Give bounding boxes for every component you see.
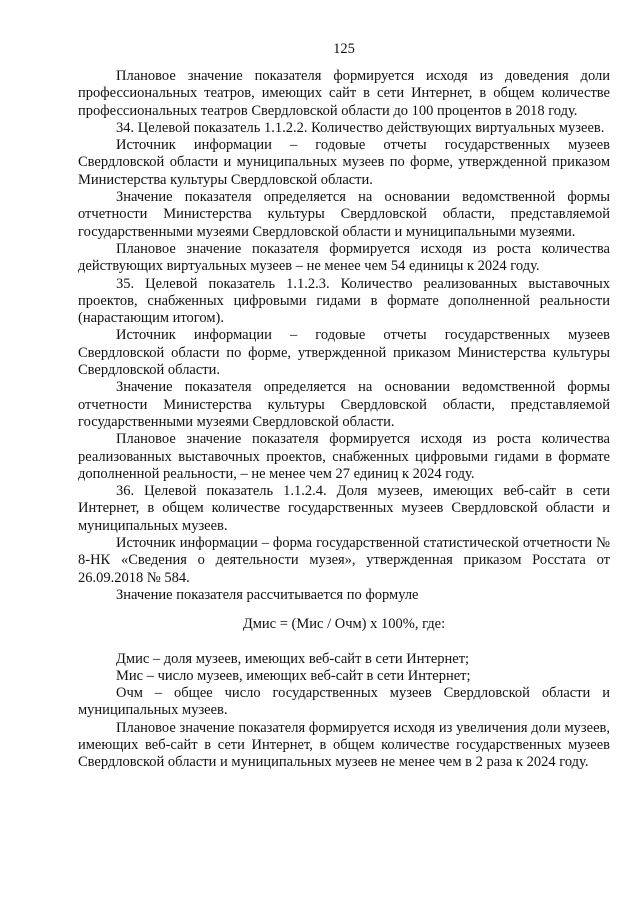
- paragraph-indicator-34-method: Значение показателя определяется на основании ведомственной формы отчетности Министерства культуры Свердловской области, представляемой государственными музеями Свердловской области и муниципальными музеями.: [78, 189, 610, 240]
- paragraph-indicator-35-source: Источник информации – годовые отчеты государственных музеев Свердловской области по форме, утвержденной приказом Министерства культуры Свердловской области.: [78, 327, 610, 379]
- paragraph-indicator-34-source: Источник информации – годовые отчеты государственных музеев Свердловской области и муниципальных музеев по форме, утвержденной приказом Министерства культуры Свердловской области.: [78, 137, 610, 188]
- formula: Дмис = (Мис / Очм) x 100%, где:: [242, 616, 446, 633]
- paragraph-indicator-34-heading: 34. Целевой показатель 1.1.2.2. Количество действующих виртуальных музеев.: [116, 119, 605, 136]
- paragraph-indicator-36-heading: 36. Целевой показатель 1.1.2.4. Доля музеев, имеющих веб-сайт в сети Интернет, в общем количестве государственных музеев Свердловской области и муниципальных музеев.: [78, 483, 610, 534]
- paragraph-indicator-35-plan: Плановое значение показателя формируется исходя из роста количества реализованных выставочных проектов, снабженных цифровыми гидами в формате дополненной реальности, – не менее чем 27 единиц к 2024 году.: [78, 431, 610, 482]
- paragraph-indicator-34-plan: Плановое значение показателя формируется исходя из роста количества действующих виртуальных музеев – не менее чем 54 единицы к 2024 году.: [78, 240, 610, 275]
- definition-dmis: Дмис – доля музеев, имеющих веб-сайт в сети Интернет;: [116, 650, 470, 667]
- definition-mis: Мис – число музеев, имеющих веб-сайт в сети Интернет;: [116, 667, 471, 684]
- paragraph-indicator-36-plan: Плановое значение показателя формируется исходя из увеличения доли музеев, имеющих веб-сайт в сети Интернет, в общем количестве государственных музеев Свердловской области и муниципальных музеев не менее чем в 2 раза к 2024 году.: [78, 719, 610, 771]
- page-number: 125: [333, 41, 355, 57]
- document-body: [78, 68, 610, 772]
- paragraph-indicator-35-method: Значение показателя определяется на основании ведомственной формы отчетности Министерства культуры Свердловской области, представляемой государственными музеями Свердловской области.: [78, 379, 610, 430]
- paragraph-theatres-plan: Плановое значение показателя формируется исходя из доведения доли профессиональных театров, имеющих сайт в сети Интернет, в общем количестве профессиональных театров Свердловской области до 100 процентов в 2018 году.: [78, 68, 610, 119]
- definition-ochm: Очм – общее число государственных музеев Свердловской области и муниципальных музеев.: [78, 685, 610, 719]
- paragraph-indicator-36-formula-intro: Значение показателя рассчитывается по формуле: [116, 586, 419, 603]
- paragraph-indicator-36-source: Источник информации – форма государственной статистической отчетности № 8-НК «Сведения о деятельности музея», утвержденная приказом Росстата от 26.09.2018 № 584.: [78, 535, 610, 586]
- paragraph-indicator-35-heading: 35. Целевой показатель 1.1.2.3. Количество реализованных выставочных проектов, снабженных цифровыми гидами в формате дополненной реальности (нарастающим итогом).: [78, 275, 610, 327]
